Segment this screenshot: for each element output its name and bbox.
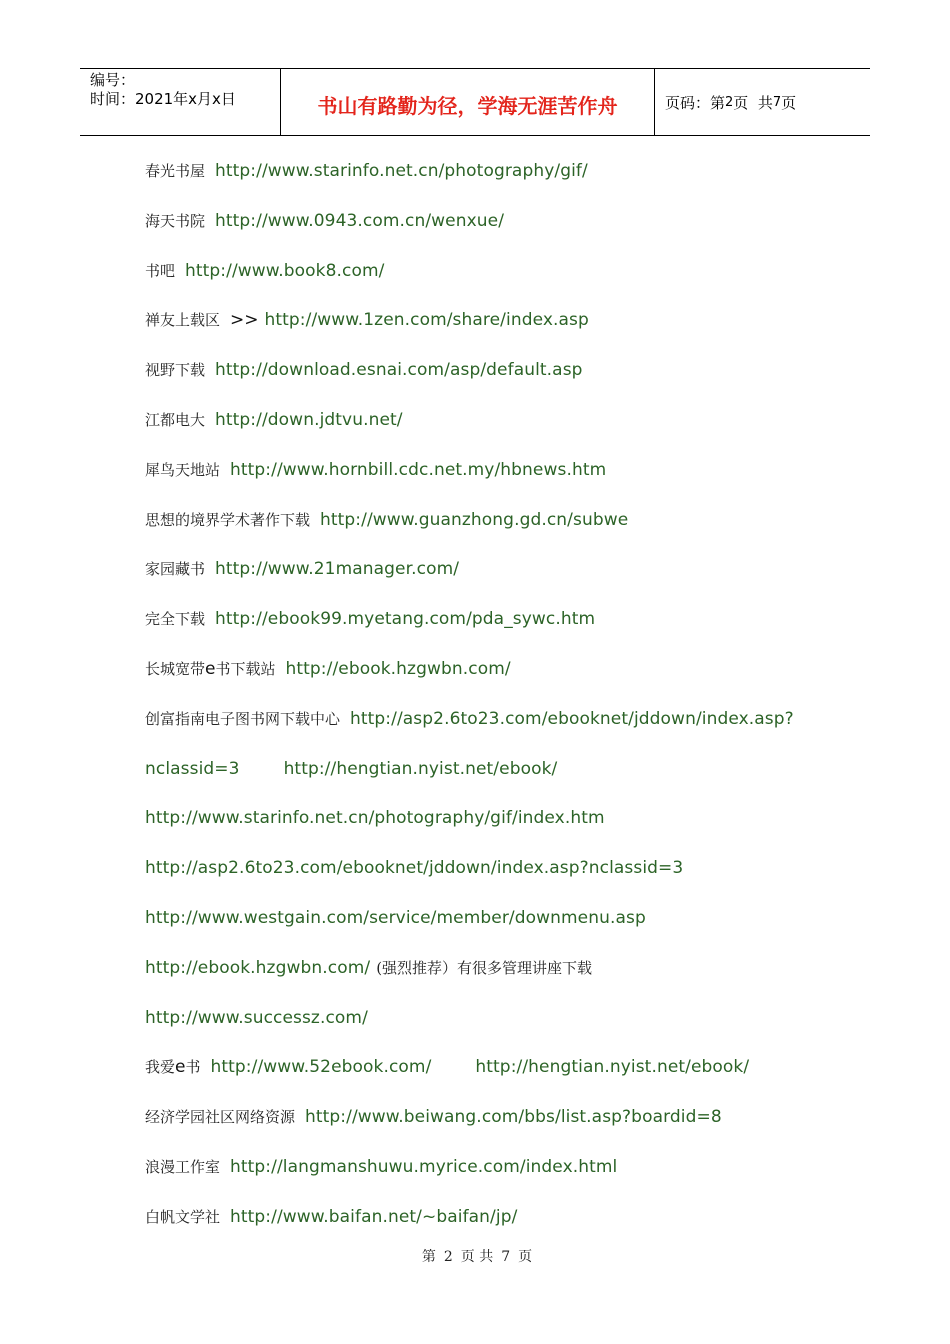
site-url[interactable]: http://down.jdtvu.net/: [215, 409, 403, 430]
site-url[interactable]: nclassid=3: [145, 758, 240, 779]
site-url[interactable]: http://download.esnai.com/asp/default.asp: [215, 360, 583, 381]
footer-prefix: 第: [421, 1249, 436, 1265]
footer-total: 7: [501, 1249, 511, 1265]
list-item: [145, 1104, 865, 1154]
site-note: (强烈推荐）有很多管理讲座下载: [376, 958, 593, 977]
site-name: 江都电大: [145, 410, 206, 429]
site-url[interactable]: http://www.guanzhong.gd.cn/subwe: [320, 509, 629, 530]
site-name: 创富指南电子图书网下载中心: [145, 709, 341, 728]
site-url[interactable]: http://www.hornbill.cdc.net.my/hbnews.htm: [230, 459, 607, 480]
site-name: 白帆文学社: [145, 1207, 221, 1226]
link-list: [145, 158, 865, 1254]
site-url[interactable]: http://www.westgain.com/service/member/downmenu.asp: [145, 907, 646, 928]
list-item: [145, 656, 865, 706]
list-item: [145, 756, 865, 806]
site-name: 禅友上载区: [145, 311, 221, 330]
site-url[interactable]: http://ebook99.myetang.com/pda_sywc.htm: [215, 609, 596, 630]
site-name: 书吧: [145, 261, 176, 280]
list-item: [145, 258, 865, 308]
site-name-part: 长城宽带: [145, 659, 206, 678]
site-url[interactable]: http://hengtian.nyist.net/ebook/: [283, 758, 558, 779]
page-total: 7: [772, 94, 782, 110]
site-name: 春光书屋: [145, 162, 206, 180]
page-prefix: 页码：第: [665, 93, 726, 112]
site-url[interactable]: http://www.successz.com/: [145, 1007, 368, 1028]
list-item: [145, 158, 865, 208]
list-item: [145, 457, 865, 507]
list-item: [145, 507, 865, 557]
site-name-letter: e: [205, 658, 216, 679]
site-name: 浪漫工作室: [145, 1157, 221, 1176]
list-item: [145, 955, 865, 1005]
footer-suffix: 页: [518, 1249, 533, 1265]
site-name-part: 书: [185, 1058, 201, 1077]
site-name-part: 我爱: [145, 1058, 176, 1077]
header-page-info: [655, 69, 870, 135]
site-url[interactable]: http://www.beiwang.com/bbs/list.asp?boardid=8: [305, 1107, 722, 1128]
site-url[interactable]: http://www.starinfo.net.cn/photography/gif/: [215, 161, 588, 181]
site-url[interactable]: http://www.0943.com.cn/wenxue/: [215, 210, 505, 231]
site-name: 家园藏书: [145, 560, 206, 579]
footer-current: 2: [443, 1249, 453, 1265]
header-motto: 书山有路勤为径，学海无涯苦作舟: [281, 69, 655, 135]
header-info-cell: [80, 69, 281, 135]
site-url[interactable]: http://langmanshuwu.myrice.com/index.html: [230, 1156, 618, 1177]
site-url[interactable]: http://hengtian.nyist.net/ebook/: [475, 1057, 750, 1078]
site-url[interactable]: http://ebook.hzgwbn.com/: [285, 658, 511, 679]
number-label: 编号：: [90, 71, 136, 89]
site-name: 海天书院: [145, 211, 206, 230]
list-item: [145, 706, 865, 756]
site-name: 完全下载: [145, 610, 206, 629]
footer-mid: 页 共: [460, 1249, 494, 1265]
arrow-marker: >>: [230, 310, 259, 331]
list-item: [145, 855, 865, 905]
site-url[interactable]: http://www.baifan.net/~baifan/jp/: [230, 1206, 518, 1227]
site-url[interactable]: http://asp2.6to23.com/ebooknet/jddown/index.asp?: [350, 708, 794, 729]
site-name-letter: e: [175, 1057, 186, 1078]
list-item: [145, 1054, 865, 1104]
list-item: [145, 805, 865, 855]
page-header: [80, 68, 870, 136]
site-url[interactable]: http://asp2.6to23.com/ebooknet/jddown/index.asp?nclassid=3: [145, 858, 684, 879]
list-item: [145, 357, 865, 407]
list-item: [145, 208, 865, 258]
site-name: 犀鸟天地站: [145, 460, 221, 479]
site-url[interactable]: http://www.52ebook.com/: [210, 1057, 432, 1078]
site-name: 视野下载: [145, 361, 206, 380]
list-item: [145, 905, 865, 955]
list-item: [145, 556, 865, 606]
site-name: 经济学园社区网络资源: [145, 1108, 296, 1127]
site-url[interactable]: http://ebook.hzgwbn.com/: [145, 957, 371, 978]
list-item: [145, 407, 865, 457]
page-footer: [0, 1246, 950, 1266]
site-url[interactable]: http://www.starinfo.net.cn/photography/gif/index.htm: [145, 808, 605, 829]
list-item: [145, 307, 865, 357]
page-suffix: 页: [781, 93, 797, 112]
date-label: 时间：2021年x月x日: [90, 90, 236, 108]
site-url[interactable]: http://www.21manager.com/: [215, 559, 460, 580]
list-item: [145, 606, 865, 656]
site-url[interactable]: http://www.1zen.com/share/index.asp: [264, 310, 589, 331]
list-item: [145, 1154, 865, 1204]
list-item: [145, 1005, 865, 1055]
site-name-part: 书下载站: [215, 659, 276, 678]
site-name: 思想的境界学术著作下载: [145, 510, 311, 529]
page-mid: 页 共: [733, 93, 773, 112]
page-current: 2: [725, 94, 734, 110]
site-url[interactable]: http://www.book8.com/: [185, 260, 385, 281]
